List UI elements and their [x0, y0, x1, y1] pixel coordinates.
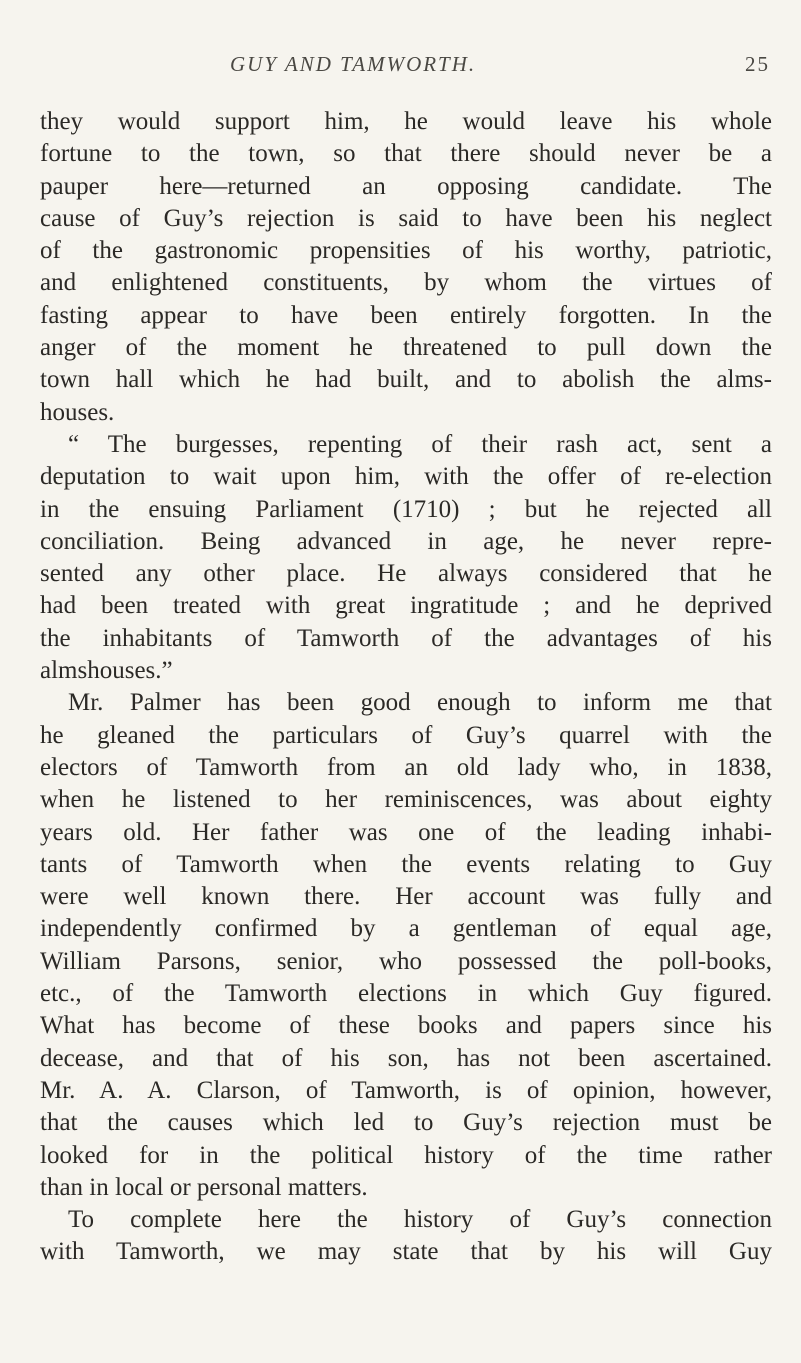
paragraph-1: [40, 106, 772, 429]
text-line: Mr. Palmer has been good enough to inform me that: [68, 689, 772, 717]
paragraph-3: [40, 687, 772, 1204]
text-line: of the gastronomic propensities of his worthy, patriotic,: [40, 237, 772, 265]
text-line: than in local or personal matters.: [40, 1173, 368, 1201]
text-line: almshouses.”: [40, 657, 173, 685]
text-line: electors of Tamworth from an old lady who, in 1838,: [40, 753, 772, 781]
text-line: looked for in the political history of the time rather: [40, 1141, 772, 1169]
text-line: decease, and that of his son, has not been ascertained.: [40, 1044, 772, 1072]
text-line: fortune to the town, so that there should never be a: [40, 140, 772, 168]
running-head: [230, 52, 770, 82]
text-line: etc., of the Tamworth elections in which Guy figured.: [40, 980, 772, 1008]
running-title: GUY AND TAMWORTH.: [230, 52, 477, 76]
text-line: tants of Tamworth when the events relating to Guy: [40, 850, 772, 878]
text-line: conciliation. Being advanced in age, he never repre-: [40, 527, 772, 555]
text-line: that the causes which led to Guy’s rejection must be: [40, 1109, 772, 1137]
body-text: [40, 106, 772, 1269]
text-line: town hall which he had built, and to abolish the alms-: [40, 366, 772, 394]
text-line: the inhabitants of Tamworth of the advantages of his: [40, 624, 772, 652]
text-line: were well known there. Her account was fully and: [40, 883, 772, 911]
text-line: they would support him, he would leave his whole: [40, 108, 772, 135]
paragraph-4: [40, 1204, 772, 1269]
text-line: William Parsons, senior, who possessed the poll-books,: [40, 947, 772, 975]
text-line: and enlightened constituents, by whom the virtues of: [40, 269, 772, 297]
text-line: when he listened to her reminiscences, was about eighty: [40, 786, 772, 814]
text-line: fasting appear to have been entirely forgotten. In the: [40, 301, 772, 329]
text-line: To complete here the history of Guy’s connection: [68, 1206, 772, 1234]
text-line: houses.: [40, 398, 115, 426]
text-line: sented any other place. He always considered that he: [40, 560, 772, 588]
text-line: “ The burgesses, repenting of their rash act, sent a: [68, 430, 772, 458]
page-number: 25: [745, 52, 770, 76]
text-line: with Tamworth, we may state that by his will Guy: [40, 1238, 772, 1266]
text-line: pauper here—returned an opposing candidate. The: [40, 172, 772, 200]
text-line: he gleaned the particulars of Guy’s quarrel with the: [40, 721, 772, 749]
text-line: What has become of these books and papers since his: [40, 1012, 772, 1040]
text-line: independently confirmed by a gentleman of equal age,: [40, 915, 772, 943]
text-line: years old. Her father was one of the leading inhabi-: [40, 818, 772, 846]
text-line: deputation to wait upon him, with the offer of re-election: [40, 463, 772, 491]
text-line: anger of the moment he threatened to pull down the: [40, 334, 772, 362]
text-line: cause of Guy’s rejection is said to have been his neglect: [40, 204, 772, 232]
text-line: in the ensuing Parliament (1710) ; but he rejected all: [40, 495, 772, 523]
text-line: Mr. A. A. Clarson, of Tamworth, is of opinion, however,: [40, 1076, 772, 1104]
text-line: had been treated with great ingratitude ; and he deprived: [40, 592, 772, 620]
paragraph-2: [40, 429, 772, 687]
